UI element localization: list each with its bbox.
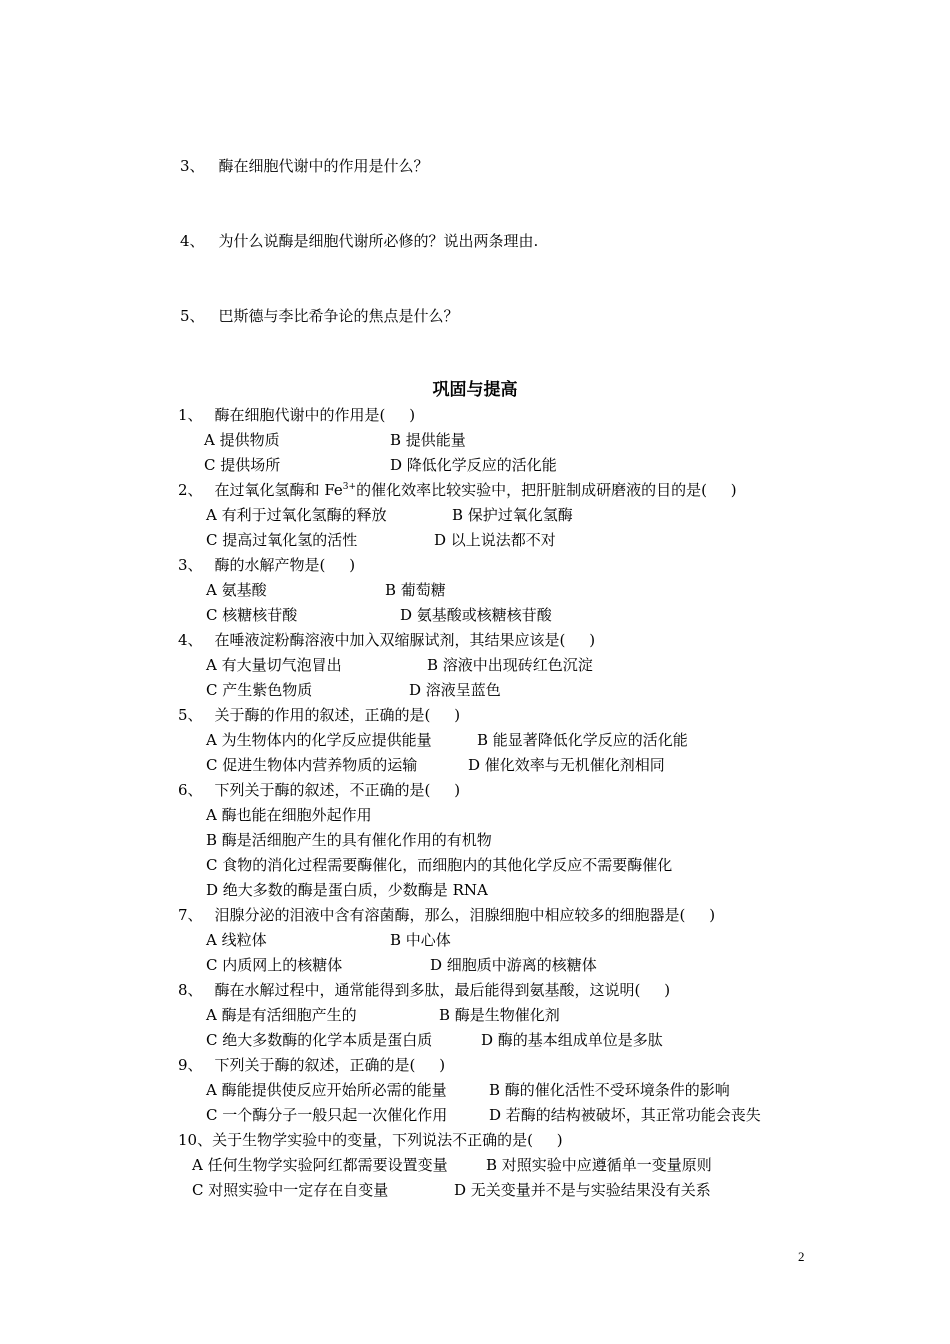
mcq-stem-text: 关于酶的作用的叙述，正确的是( ) bbox=[214, 706, 461, 724]
mcq-option: C 促进生物体内营养物质的运输 bbox=[206, 756, 418, 774]
mcq-option: C 绝大多数酶的化学本质是蛋白质 bbox=[206, 1031, 433, 1049]
mcq-stem-text: 的催化效率比较实验中，把肝脏制成研磨液的目的是( ) bbox=[356, 481, 737, 499]
mcq-stem-text: 下列关于酶的叙述，正确的是( ) bbox=[214, 1056, 446, 1074]
mcq-option: A 酶是有活细胞产生的 bbox=[206, 1006, 357, 1024]
mcq-option: B 溶液中出现砖红色沉淀 bbox=[427, 656, 593, 674]
mcq-option: A 酶也能在细胞外起作用 bbox=[206, 806, 372, 824]
question-3 bbox=[180, 156, 429, 176]
question-text: 酶在细胞代谢中的作用是什么？ bbox=[218, 157, 429, 175]
mcq-option: D 氨基酸或核糖核苷酸 bbox=[400, 606, 552, 624]
mcq-option: C 对照实验中一定存在自变量 bbox=[192, 1181, 389, 1199]
mcq-option: B 酶的催化活性不受环境条件的影响 bbox=[489, 1081, 730, 1099]
mcq-option: B 能显著降低化学反应的活化能 bbox=[477, 731, 688, 749]
mcq-stem bbox=[178, 405, 415, 425]
mcq-option: B 酶是生物催化剂 bbox=[439, 1006, 560, 1024]
mcq-option: C 内质网上的核糖体 bbox=[206, 956, 343, 974]
mcq-number: 2、 bbox=[178, 481, 203, 499]
mcq-option: B 提供能量 bbox=[390, 431, 466, 449]
mcq-stem-text: 在唾液淀粉酶溶液中加入双缩脲试剂，其结果应该是( ) bbox=[214, 631, 596, 649]
mcq-option: A 提供物质 bbox=[204, 431, 280, 449]
superscript: 3+ bbox=[342, 482, 357, 492]
mcq-option: A 有大量切气泡冒出 bbox=[206, 656, 342, 674]
question-text: 巴斯德与李比希争论的焦点是什么？ bbox=[218, 307, 459, 325]
mcq-stem bbox=[178, 780, 460, 800]
mcq-stem bbox=[178, 905, 715, 925]
mcq-option: D 催化效率与无机催化剂相同 bbox=[468, 756, 665, 774]
mcq-option: D 以上说法都不对 bbox=[434, 531, 556, 549]
mcq-number: 4、 bbox=[178, 631, 203, 649]
mcq-number: 1、 bbox=[178, 406, 203, 424]
mcq-number: 8、 bbox=[178, 981, 203, 999]
mcq-stem bbox=[178, 480, 737, 500]
mcq-option: D 细胞质中游离的核糖体 bbox=[430, 956, 597, 974]
mcq-option: C 一个酶分子一般只起一次催化作用 bbox=[206, 1106, 448, 1124]
mcq-stem bbox=[178, 980, 670, 1000]
mcq-number: 5、 bbox=[178, 706, 203, 724]
mcq-option: A 氨基酸 bbox=[206, 581, 267, 599]
mcq-option: B 对照实验中应遵循单一变量原则 bbox=[486, 1156, 712, 1174]
mcq-stem bbox=[178, 1055, 445, 1075]
mcq-option: B 葡萄糖 bbox=[385, 581, 446, 599]
mcq-number: 3、 bbox=[178, 556, 203, 574]
section-title: 巩固与提高 bbox=[432, 380, 518, 400]
mcq-option: D 酶的基本组成单位是多肽 bbox=[481, 1031, 663, 1049]
question-4 bbox=[180, 231, 538, 251]
mcq-number: 9、 bbox=[178, 1056, 203, 1074]
mcq-option: C 产生紫色物质 bbox=[206, 681, 313, 699]
mcq-stem bbox=[178, 1130, 563, 1150]
mcq-option: D 无关变量并不是与实验结果没有关系 bbox=[454, 1181, 711, 1199]
mcq-stem-text: 下列关于酶的叙述，不正确的是( ) bbox=[214, 781, 461, 799]
mcq-stem bbox=[178, 630, 595, 650]
mcq-stem-text: 酶在水解过程中，通常能得到多肽，最后能得到氨基酸，这说明( ) bbox=[214, 981, 671, 999]
mcq-stem bbox=[178, 705, 460, 725]
mcq-option: B 酶是活细胞产生的具有催化作用的有机物 bbox=[206, 831, 492, 849]
mcq-stem-text: 在过氧化氢酶和 Fe bbox=[214, 481, 343, 499]
question-number: 5、 bbox=[180, 307, 205, 325]
mcq-option: C 核糖核苷酸 bbox=[206, 606, 298, 624]
mcq-option: A 酶能提供使反应开始所必需的能量 bbox=[206, 1081, 447, 1099]
page-number: 2 bbox=[798, 1249, 805, 1264]
mcq-option: D 降低化学反应的活化能 bbox=[390, 456, 557, 474]
mcq-option: C 提高过氧化氢的活性 bbox=[206, 531, 358, 549]
mcq-option: D 绝大多数的酶是蛋白质，少数酶是 RNA bbox=[206, 881, 488, 899]
mcq-number: 6、 bbox=[178, 781, 203, 799]
mcq-option: C 提供场所 bbox=[204, 456, 281, 474]
mcq-stem-text: 酶在细胞代谢中的作用是( ) bbox=[214, 406, 416, 424]
mcq-option: B 中心体 bbox=[390, 931, 451, 949]
mcq-option: A 有利于过氧化氢酶的释放 bbox=[206, 506, 387, 524]
mcq-option: C 食物的消化过程需要酶催化，而细胞内的其他化学反应不需要酶催化 bbox=[206, 856, 673, 874]
mcq-stem bbox=[178, 555, 355, 575]
mcq-stem-text: 泪腺分泌的泪液中含有溶菌酶，那么，泪腺细胞中相应较多的细胞器是( ) bbox=[214, 906, 716, 924]
mcq-stem-text: 酶的水解产物是( ) bbox=[214, 556, 356, 574]
question-text: 为什么说酶是细胞代谢所必修的？说出两条理由. bbox=[218, 232, 539, 250]
question-5 bbox=[180, 306, 459, 326]
mcq-stem-text: 关于生物学实验中的变量，下列说法不正确的是( ) bbox=[212, 1131, 563, 1149]
mcq-option: A 线粒体 bbox=[206, 931, 267, 949]
mcq-option: A 任何生物学实验阿红都需要设置变量 bbox=[192, 1156, 448, 1174]
mcq-number: 7、 bbox=[178, 906, 203, 924]
question-number: 4、 bbox=[180, 232, 205, 250]
mcq-number: 10、 bbox=[178, 1131, 213, 1149]
mcq-option: D 溶液呈蓝色 bbox=[409, 681, 501, 699]
question-number: 3、 bbox=[180, 157, 205, 175]
mcq-option: B 保护过氧化氢酶 bbox=[452, 506, 573, 524]
mcq-option: D 若酶的结构被破坏，其正常功能会丧失 bbox=[489, 1106, 761, 1124]
mcq-option: A 为生物体内的化学反应提供能量 bbox=[206, 731, 432, 749]
